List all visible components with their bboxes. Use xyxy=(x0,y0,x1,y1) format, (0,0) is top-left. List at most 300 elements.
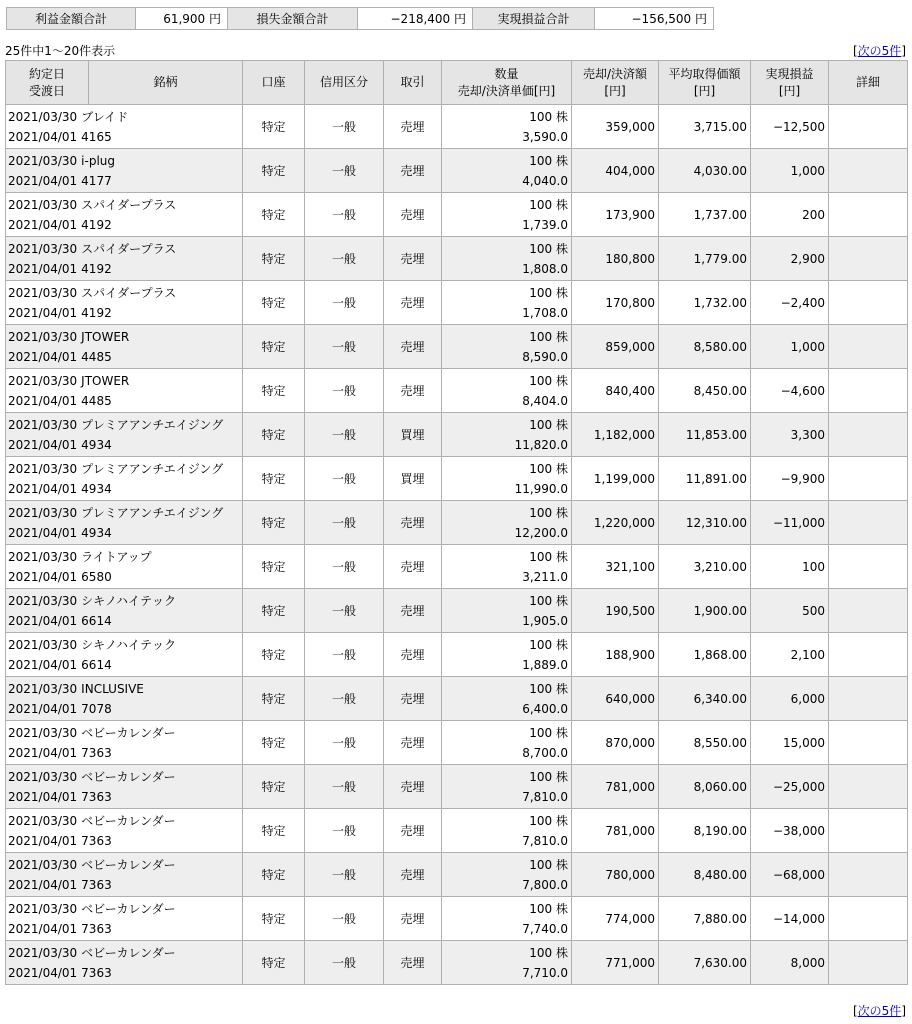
header-name: 銘柄 xyxy=(89,61,243,105)
quantity: 100 株 xyxy=(529,153,568,168)
quantity-cell xyxy=(442,237,572,281)
date-name-cell xyxy=(6,193,243,237)
credit-cell: 一般 xyxy=(305,281,384,325)
settle-date: 2021/04/01 xyxy=(8,569,78,584)
trade-cell: 売埋 xyxy=(384,105,442,149)
stock-name: ブレイド xyxy=(81,109,129,124)
avg-cost-cell: 12,310.00 xyxy=(659,501,751,545)
date-name-cell xyxy=(6,149,243,193)
stock-code: 7363 xyxy=(81,745,112,760)
amount-cell: 781,000 xyxy=(572,809,659,853)
trade-date: 2021/03/30 xyxy=(8,637,78,652)
stock-code: 4177 xyxy=(81,173,112,188)
realized-pl-cell: 6,000 xyxy=(751,677,829,721)
header-credit: 信用区分 xyxy=(305,61,384,105)
detail-cell xyxy=(829,589,908,633)
settle-date: 2021/04/01 xyxy=(8,481,78,496)
avg-cost-cell: 8,550.00 xyxy=(659,721,751,765)
avg-cost-cell: 1,900.00 xyxy=(659,589,751,633)
date-name-cell xyxy=(6,721,243,765)
amount-cell: 180,800 xyxy=(572,237,659,281)
credit-cell: 一般 xyxy=(305,369,384,413)
stock-code: 7363 xyxy=(81,921,112,936)
trade-date: 2021/03/30 xyxy=(8,505,78,520)
quantity: 100 株 xyxy=(529,945,568,960)
avg-cost-cell: 8,450.00 xyxy=(659,369,751,413)
unit-price: 7,800.0 xyxy=(522,877,568,892)
account-cell: 特定 xyxy=(243,193,305,237)
quantity: 100 株 xyxy=(529,593,568,608)
header-avg-cost: 平均取得価額 [円] xyxy=(659,61,751,105)
table-row xyxy=(6,941,908,985)
quantity: 100 株 xyxy=(529,725,568,740)
stock-code: 4192 xyxy=(81,305,112,320)
realized-pl-cell: 100 xyxy=(751,545,829,589)
stock-code: 7078 xyxy=(81,701,112,716)
trade-date: 2021/03/30 xyxy=(8,681,78,696)
amount-cell: 640,000 xyxy=(572,677,659,721)
table-row xyxy=(6,105,908,149)
trade-date: 2021/03/30 xyxy=(8,197,78,212)
stock-name: ベビーカレンダー xyxy=(81,857,176,872)
realized-pl-cell: −4,600 xyxy=(751,369,829,413)
date-name-cell xyxy=(6,325,243,369)
trade-cell: 売埋 xyxy=(384,721,442,765)
quantity-cell xyxy=(442,105,572,149)
trade-cell: 売埋 xyxy=(384,633,442,677)
amount-cell: 188,900 xyxy=(572,633,659,677)
trade-date: 2021/03/30 xyxy=(8,109,78,124)
quantity-cell xyxy=(442,281,572,325)
quantity: 100 株 xyxy=(529,417,568,432)
realized-pl-cell: 500 xyxy=(751,589,829,633)
detail-cell xyxy=(829,149,908,193)
realized-pl-cell: 1,000 xyxy=(751,325,829,369)
stock-name: ベビーカレンダー xyxy=(81,945,176,960)
realized-pl-cell: 1,000 xyxy=(751,149,829,193)
table-row xyxy=(6,413,908,457)
amount-cell: 774,000 xyxy=(572,897,659,941)
trade-cell: 売埋 xyxy=(384,897,442,941)
credit-cell: 一般 xyxy=(305,589,384,633)
quantity-cell xyxy=(442,721,572,765)
quantity: 100 株 xyxy=(529,813,568,828)
trade-cell: 売埋 xyxy=(384,149,442,193)
loss-total-value: −218,400 円 xyxy=(358,8,473,30)
header-amount: 売却/決済額 [円] xyxy=(572,61,659,105)
avg-cost-cell: 11,891.00 xyxy=(659,457,751,501)
table-row xyxy=(6,721,908,765)
quantity-cell xyxy=(442,369,572,413)
profit-total-value: 61,900 円 xyxy=(136,8,228,30)
realized-pl-cell: −25,000 xyxy=(751,765,829,809)
settle-date: 2021/04/01 xyxy=(8,657,78,672)
credit-cell: 一般 xyxy=(305,765,384,809)
unit-price: 11,990.0 xyxy=(514,481,568,496)
unit-price: 1,905.0 xyxy=(522,613,568,628)
avg-cost-cell: 7,880.00 xyxy=(659,897,751,941)
table-row xyxy=(6,589,908,633)
trade-date: 2021/03/30 xyxy=(8,285,78,300)
realized-pl-cell: 15,000 xyxy=(751,721,829,765)
stock-name: スパイダープラス xyxy=(81,197,177,212)
loss-total-label: 損失金額合計 xyxy=(228,8,358,30)
trade-date: 2021/03/30 xyxy=(8,857,78,872)
trade-date: 2021/03/30 xyxy=(8,725,78,740)
quantity-cell xyxy=(442,765,572,809)
stock-code: 6580 xyxy=(81,569,112,584)
account-cell: 特定 xyxy=(243,501,305,545)
account-cell: 特定 xyxy=(243,589,305,633)
table-row xyxy=(6,369,908,413)
table-row xyxy=(6,457,908,501)
credit-cell: 一般 xyxy=(305,545,384,589)
detail-cell xyxy=(829,545,908,589)
date-name-cell xyxy=(6,369,243,413)
amount-cell: 1,182,000 xyxy=(572,413,659,457)
stock-name: JTOWER xyxy=(81,373,130,388)
table-row xyxy=(6,677,908,721)
credit-cell: 一般 xyxy=(305,809,384,853)
next-page-top xyxy=(853,42,906,59)
trade-date: 2021/03/30 xyxy=(8,241,78,256)
realized-pl-cell: 200 xyxy=(751,193,829,237)
quantity: 100 株 xyxy=(529,373,568,388)
credit-cell: 一般 xyxy=(305,325,384,369)
header-trade: 取引 xyxy=(384,61,442,105)
date-name-cell xyxy=(6,897,243,941)
detail-cell xyxy=(829,897,908,941)
settle-date: 2021/04/01 xyxy=(8,217,78,232)
unit-price: 11,820.0 xyxy=(514,437,568,452)
trade-cell: 売埋 xyxy=(384,853,442,897)
realized-pl-cell: −14,000 xyxy=(751,897,829,941)
account-cell: 特定 xyxy=(243,809,305,853)
stock-code: 4934 xyxy=(81,481,112,496)
detail-cell xyxy=(829,633,908,677)
trade-date: 2021/03/30 xyxy=(8,373,78,388)
stock-code: 7363 xyxy=(81,833,112,848)
quantity-cell xyxy=(442,853,572,897)
realized-pl-cell: 2,900 xyxy=(751,237,829,281)
avg-cost-cell: 8,580.00 xyxy=(659,325,751,369)
credit-cell: 一般 xyxy=(305,105,384,149)
unit-price: 6,400.0 xyxy=(522,701,568,716)
credit-cell: 一般 xyxy=(305,633,384,677)
settle-date: 2021/04/01 xyxy=(8,613,78,628)
trade-cell: 売埋 xyxy=(384,809,442,853)
avg-cost-cell: 3,715.00 xyxy=(659,105,751,149)
account-cell: 特定 xyxy=(243,237,305,281)
stock-code: 4192 xyxy=(81,217,112,232)
stock-name: ベビーカレンダー xyxy=(81,901,176,916)
realized-total-label: 実現損益合計 xyxy=(473,8,595,30)
stock-name: i-plug xyxy=(81,153,116,168)
trade-cell: 売埋 xyxy=(384,501,442,545)
trade-cell: 売埋 xyxy=(384,369,442,413)
table-row xyxy=(6,853,908,897)
realized-pl-cell: 8,000 xyxy=(751,941,829,985)
realized-pl-cell: −68,000 xyxy=(751,853,829,897)
quantity-cell xyxy=(442,193,572,237)
quantity-cell xyxy=(442,325,572,369)
realized-pl-cell: 3,300 xyxy=(751,413,829,457)
trade-date: 2021/03/30 xyxy=(8,549,78,564)
stock-name: ベビーカレンダー xyxy=(81,725,176,740)
date-name-cell xyxy=(6,413,243,457)
amount-cell: 190,500 xyxy=(572,589,659,633)
next-page-bottom xyxy=(853,1002,906,1019)
date-name-cell xyxy=(6,633,243,677)
quantity: 100 株 xyxy=(529,681,568,696)
trade-date: 2021/03/30 xyxy=(8,945,78,960)
amount-cell: 1,220,000 xyxy=(572,501,659,545)
settle-date: 2021/04/01 xyxy=(8,525,78,540)
credit-cell: 一般 xyxy=(305,941,384,985)
quantity: 100 株 xyxy=(529,329,568,344)
unit-price: 8,404.0 xyxy=(522,393,568,408)
settle-date: 2021/04/01 xyxy=(8,129,78,144)
account-cell: 特定 xyxy=(243,281,305,325)
quantity-cell xyxy=(442,501,572,545)
realized-pl-cell: −2,400 xyxy=(751,281,829,325)
trade-cell: 売埋 xyxy=(384,589,442,633)
amount-cell: 321,100 xyxy=(572,545,659,589)
next-page-link-top[interactable]: 次の5件 xyxy=(857,44,902,58)
bracket-close: ] xyxy=(901,44,906,58)
detail-cell xyxy=(829,677,908,721)
detail-cell xyxy=(829,853,908,897)
credit-cell: 一般 xyxy=(305,501,384,545)
settle-date: 2021/04/01 xyxy=(8,877,78,892)
account-cell: 特定 xyxy=(243,721,305,765)
detail-cell xyxy=(829,325,908,369)
credit-cell: 一般 xyxy=(305,853,384,897)
settle-date: 2021/04/01 xyxy=(8,349,78,364)
amount-cell: 404,000 xyxy=(572,149,659,193)
date-name-cell xyxy=(6,501,243,545)
table-row xyxy=(6,325,908,369)
credit-cell: 一般 xyxy=(305,721,384,765)
detail-cell xyxy=(829,941,908,985)
stock-name: スパイダープラス xyxy=(81,285,177,300)
credit-cell: 一般 xyxy=(305,413,384,457)
avg-cost-cell: 8,190.00 xyxy=(659,809,751,853)
realized-pl-cell: −38,000 xyxy=(751,809,829,853)
quantity: 100 株 xyxy=(529,461,568,476)
settle-date: 2021/04/01 xyxy=(8,261,78,276)
quantity: 100 株 xyxy=(529,109,568,124)
quantity-cell xyxy=(442,897,572,941)
avg-cost-cell: 8,480.00 xyxy=(659,853,751,897)
amount-cell: 840,400 xyxy=(572,369,659,413)
detail-cell xyxy=(829,105,908,149)
date-name-cell xyxy=(6,457,243,501)
trade-cell: 売埋 xyxy=(384,677,442,721)
table-row xyxy=(6,897,908,941)
account-cell: 特定 xyxy=(243,413,305,457)
avg-cost-cell: 1,737.00 xyxy=(659,193,751,237)
stock-code: 4485 xyxy=(81,393,112,408)
avg-cost-cell: 1,868.00 xyxy=(659,633,751,677)
detail-cell xyxy=(829,501,908,545)
profit-total-label: 利益金額合計 xyxy=(7,8,136,30)
detail-cell xyxy=(829,765,908,809)
date-name-cell xyxy=(6,237,243,281)
header-realized-pl: 実現損益 [円] xyxy=(751,61,829,105)
detail-cell xyxy=(829,193,908,237)
trade-cell: 売埋 xyxy=(384,193,442,237)
stock-name: スパイダープラス xyxy=(81,241,177,256)
settle-date: 2021/04/01 xyxy=(8,833,78,848)
account-cell: 特定 xyxy=(243,149,305,193)
trade-date: 2021/03/30 xyxy=(8,593,78,608)
account-cell: 特定 xyxy=(243,105,305,149)
unit-price: 3,590.0 xyxy=(522,129,568,144)
detail-cell xyxy=(829,457,908,501)
settle-date: 2021/04/01 xyxy=(8,305,78,320)
stock-name: プレミアアンチエイジング xyxy=(81,505,224,520)
next-page-link-bottom[interactable]: 次の5件 xyxy=(857,1004,902,1018)
unit-price: 7,810.0 xyxy=(522,789,568,804)
stock-code: 6614 xyxy=(81,657,112,672)
trade-date: 2021/03/30 xyxy=(8,329,78,344)
unit-price: 7,810.0 xyxy=(522,833,568,848)
settle-date: 2021/04/01 xyxy=(8,965,78,980)
stock-code: 4165 xyxy=(81,129,112,144)
stock-code: 6614 xyxy=(81,613,112,628)
settle-date: 2021/04/01 xyxy=(8,789,78,804)
date-name-cell xyxy=(6,765,243,809)
avg-cost-cell: 1,779.00 xyxy=(659,237,751,281)
detail-cell xyxy=(829,809,908,853)
stock-code: 4934 xyxy=(81,437,112,452)
stock-name: シキノハイテック xyxy=(81,593,176,608)
stock-code: 4485 xyxy=(81,349,112,364)
amount-cell: 780,000 xyxy=(572,853,659,897)
unit-price: 12,200.0 xyxy=(514,525,568,540)
credit-cell: 一般 xyxy=(305,897,384,941)
trade-date: 2021/03/30 xyxy=(8,901,78,916)
table-row xyxy=(6,545,908,589)
quantity: 100 株 xyxy=(529,241,568,256)
stock-name: プレミアアンチエイジング xyxy=(81,461,224,476)
amount-cell: 1,199,000 xyxy=(572,457,659,501)
quantity: 100 株 xyxy=(529,285,568,300)
credit-cell: 一般 xyxy=(305,193,384,237)
bracket-open: [ xyxy=(852,1004,858,1018)
trade-date: 2021/03/30 xyxy=(8,417,78,432)
settle-date: 2021/04/01 xyxy=(8,393,78,408)
detail-cell xyxy=(829,721,908,765)
quantity: 100 株 xyxy=(529,505,568,520)
date-name-cell xyxy=(6,677,243,721)
table-row xyxy=(6,281,908,325)
table-header-row xyxy=(6,61,908,105)
stock-name: INCLUSIVE xyxy=(81,681,144,696)
quantity-cell xyxy=(442,941,572,985)
trade-cell: 売埋 xyxy=(384,941,442,985)
unit-price: 4,040.0 xyxy=(522,173,568,188)
stock-name: ベビーカレンダー xyxy=(81,813,176,828)
unit-price: 1,889.0 xyxy=(522,657,568,672)
amount-cell: 359,000 xyxy=(572,105,659,149)
date-name-cell xyxy=(6,853,243,897)
stock-name: シキノハイテック xyxy=(81,637,176,652)
quantity: 100 株 xyxy=(529,901,568,916)
avg-cost-cell: 7,630.00 xyxy=(659,941,751,985)
trade-cell: 売埋 xyxy=(384,237,442,281)
bracket-open: [ xyxy=(852,44,858,58)
header-quantity: 数量 売却/決済単価[円] xyxy=(442,61,572,105)
trade-date: 2021/03/30 xyxy=(8,153,78,168)
quantity-cell xyxy=(442,809,572,853)
header-detail: 詳細 xyxy=(829,61,908,105)
table-row xyxy=(6,765,908,809)
table-row xyxy=(6,809,908,853)
avg-cost-cell: 11,853.00 xyxy=(659,413,751,457)
amount-cell: 859,000 xyxy=(572,325,659,369)
credit-cell: 一般 xyxy=(305,457,384,501)
avg-cost-cell: 3,210.00 xyxy=(659,545,751,589)
header-date: 約定日 受渡日 xyxy=(6,61,89,105)
amount-cell: 173,900 xyxy=(572,193,659,237)
detail-cell xyxy=(829,413,908,457)
unit-price: 1,708.0 xyxy=(522,305,568,320)
trade-cell: 売埋 xyxy=(384,281,442,325)
table-row xyxy=(6,237,908,281)
realized-total-value: −156,500 円 xyxy=(595,8,714,30)
trade-date: 2021/03/30 xyxy=(8,461,78,476)
credit-cell: 一般 xyxy=(305,677,384,721)
date-name-cell xyxy=(6,281,243,325)
settle-date: 2021/04/01 xyxy=(8,701,78,716)
account-cell: 特定 xyxy=(243,457,305,501)
settle-date: 2021/04/01 xyxy=(8,173,78,188)
detail-cell xyxy=(829,369,908,413)
quantity: 100 株 xyxy=(529,769,568,784)
account-cell: 特定 xyxy=(243,853,305,897)
amount-cell: 771,000 xyxy=(572,941,659,985)
table-row xyxy=(6,633,908,677)
trade-cell: 売埋 xyxy=(384,765,442,809)
realized-pl-cell: −9,900 xyxy=(751,457,829,501)
stock-name: JTOWER xyxy=(81,329,130,344)
stock-code: 7363 xyxy=(81,877,112,892)
detail-cell xyxy=(829,281,908,325)
table-row xyxy=(6,501,908,545)
avg-cost-cell: 4,030.00 xyxy=(659,149,751,193)
quantity-cell xyxy=(442,677,572,721)
account-cell: 特定 xyxy=(243,545,305,589)
account-cell: 特定 xyxy=(243,325,305,369)
credit-cell: 一般 xyxy=(305,237,384,281)
date-name-cell xyxy=(6,941,243,985)
account-cell: 特定 xyxy=(243,941,305,985)
avg-cost-cell: 6,340.00 xyxy=(659,677,751,721)
stock-code: 4934 xyxy=(81,525,112,540)
settle-date: 2021/04/01 xyxy=(8,921,78,936)
trade-cell: 売埋 xyxy=(384,325,442,369)
unit-price: 7,710.0 xyxy=(522,965,568,980)
unit-price: 1,739.0 xyxy=(522,217,568,232)
account-cell: 特定 xyxy=(243,677,305,721)
table-row xyxy=(6,149,908,193)
account-cell: 特定 xyxy=(243,765,305,809)
account-cell: 特定 xyxy=(243,369,305,413)
quantity-cell xyxy=(442,633,572,677)
settle-date: 2021/04/01 xyxy=(8,437,78,452)
